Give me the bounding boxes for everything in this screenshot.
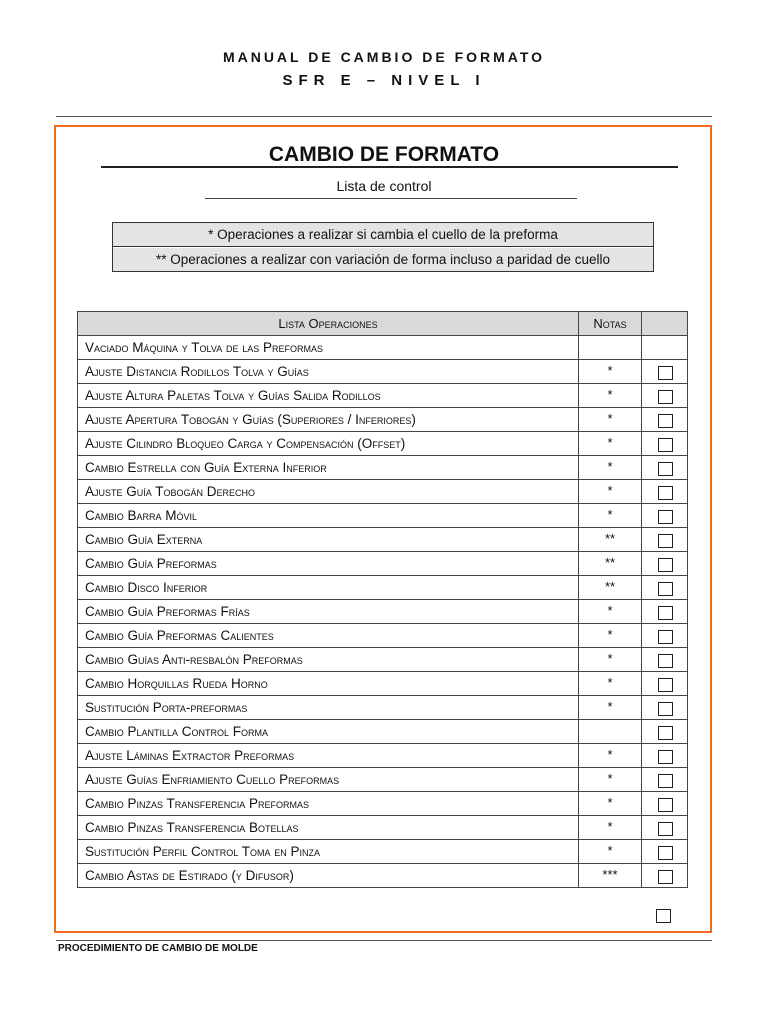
table-row	[78, 744, 688, 768]
operation-note: **	[579, 528, 642, 552]
operation-name: Ajuste Láminas Extractor Preformas	[78, 744, 579, 768]
check-cell	[642, 864, 688, 888]
extra-checkbox[interactable]	[656, 909, 671, 923]
operation-note: *	[579, 816, 642, 840]
column-header-operations: Lista Operaciones	[78, 312, 579, 336]
operation-note: *	[579, 408, 642, 432]
operation-name: Cambio Guía Preformas Calientes	[78, 624, 579, 648]
operation-note: *	[579, 792, 642, 816]
footer-divider	[56, 940, 712, 941]
operation-name: Cambio Barra Móvil	[78, 504, 579, 528]
table-header-row	[78, 312, 688, 336]
check-cell	[642, 816, 688, 840]
operation-checkbox[interactable]	[658, 558, 673, 572]
check-cell	[642, 480, 688, 504]
check-cell	[642, 792, 688, 816]
check-cell	[642, 720, 688, 744]
subtitle-underline	[205, 198, 577, 199]
operation-checkbox[interactable]	[658, 630, 673, 644]
table-row	[78, 360, 688, 384]
operation-note: **	[579, 576, 642, 600]
operation-checkbox[interactable]	[658, 366, 673, 380]
operation-checkbox[interactable]	[658, 846, 673, 860]
check-cell	[642, 768, 688, 792]
table-row	[78, 768, 688, 792]
operation-checkbox[interactable]	[658, 606, 673, 620]
operation-checkbox[interactable]	[658, 702, 673, 716]
operation-checkbox[interactable]	[658, 582, 673, 596]
operation-note: *	[579, 384, 642, 408]
operation-checkbox[interactable]	[658, 774, 673, 788]
check-cell	[642, 552, 688, 576]
table-row	[78, 384, 688, 408]
operation-note: *	[579, 504, 642, 528]
table-row	[78, 720, 688, 744]
check-cell	[642, 432, 688, 456]
table-row	[78, 840, 688, 864]
operation-name: Ajuste Guía Tobogán Derecho	[78, 480, 579, 504]
operation-checkbox[interactable]	[658, 726, 673, 740]
operation-note: *	[579, 624, 642, 648]
table-row	[78, 408, 688, 432]
operation-note: *	[579, 648, 642, 672]
operation-name: Ajuste Altura Paletas Tolva y Guías Salida Rodillos	[78, 384, 579, 408]
operation-checkbox[interactable]	[658, 510, 673, 524]
operation-name: Cambio Pinzas Transferencia Botellas	[78, 816, 579, 840]
operation-note	[579, 336, 642, 360]
page-subtitle: Lista de control	[336, 178, 432, 194]
operation-name: Ajuste Guías Enfriamiento Cuello Preformas	[78, 768, 579, 792]
legend-single-star: * Operaciones a realizar si cambia el cuello de la preforma	[113, 223, 653, 247]
page-title: CAMBIO DE FORMATO	[268, 143, 500, 166]
operation-checkbox[interactable]	[658, 750, 673, 764]
operation-name: Cambio Guías Anti-resbalón Preformas	[78, 648, 579, 672]
table-row	[78, 504, 688, 528]
table-row	[78, 552, 688, 576]
operation-checkbox[interactable]	[658, 678, 673, 692]
operation-name: Cambio Estrella con Guía Externa Inferior	[78, 456, 579, 480]
operation-name: Cambio Guía Externa	[78, 528, 579, 552]
operation-note: *	[579, 480, 642, 504]
operation-checkbox[interactable]	[658, 486, 673, 500]
operation-note: *	[579, 744, 642, 768]
operation-name: Ajuste Cilindro Bloqueo Carga y Compensación (Offset)	[78, 432, 579, 456]
title-underline	[101, 166, 678, 168]
check-cell	[642, 336, 688, 360]
operation-note	[579, 720, 642, 744]
footer-text: PROCEDIMIENTO DE CAMBIO DE MOLDE	[58, 943, 258, 954]
operation-note: *	[579, 768, 642, 792]
check-cell	[642, 504, 688, 528]
table-row	[78, 624, 688, 648]
table-row	[78, 696, 688, 720]
table-row	[78, 480, 688, 504]
operation-checkbox[interactable]	[658, 438, 673, 452]
table-row	[78, 576, 688, 600]
table-row	[78, 336, 688, 360]
check-cell	[642, 672, 688, 696]
operation-checkbox[interactable]	[658, 390, 673, 404]
operation-checkbox[interactable]	[658, 462, 673, 476]
table-row	[78, 816, 688, 840]
manual-subtitle: SFR E – NIVEL I	[282, 72, 486, 89]
operation-checkbox[interactable]	[658, 654, 673, 668]
check-cell	[642, 576, 688, 600]
operation-checkbox[interactable]	[658, 870, 673, 884]
operation-note: *	[579, 840, 642, 864]
operation-checkbox[interactable]	[658, 414, 673, 428]
operation-name: Sustitución Perfil Control Toma en Pinza	[78, 840, 579, 864]
table-row	[78, 672, 688, 696]
table-row	[78, 864, 688, 888]
check-cell	[642, 528, 688, 552]
operation-name: Ajuste Apertura Tobogán y Guías (Superiores / Inferiores)	[78, 408, 579, 432]
table-row	[78, 600, 688, 624]
table-row	[78, 528, 688, 552]
column-header-check	[642, 312, 688, 336]
operation-name: Cambio Guía Preformas	[78, 552, 579, 576]
operation-note: *	[579, 360, 642, 384]
operation-note: *	[579, 672, 642, 696]
check-cell	[642, 384, 688, 408]
manual-title: MANUAL DE CAMBIO DE FORMATO	[222, 49, 546, 65]
check-cell	[642, 648, 688, 672]
operation-name: Cambio Horquillas Rueda Horno	[78, 672, 579, 696]
operation-checkbox[interactable]	[658, 534, 673, 548]
check-cell	[642, 744, 688, 768]
operation-name: Ajuste Distancia Rodillos Tolva y Guías	[78, 360, 579, 384]
operation-name: Cambio Guía Preformas Frías	[78, 600, 579, 624]
check-cell	[642, 696, 688, 720]
operation-note: *	[579, 600, 642, 624]
operation-name: Cambio Plantilla Control Forma	[78, 720, 579, 744]
table-row	[78, 648, 688, 672]
check-cell	[642, 840, 688, 864]
check-cell	[642, 360, 688, 384]
legend-double-star: ** Operaciones a realizar con variación de forma incluso a paridad de cuello	[113, 247, 653, 271]
operation-note: *	[579, 432, 642, 456]
operation-name: Sustitución Porta-preformas	[78, 696, 579, 720]
operation-checkbox[interactable]	[658, 822, 673, 836]
table-row	[78, 792, 688, 816]
operation-name: Cambio Disco Inferior	[78, 576, 579, 600]
operation-name: Cambio Pinzas Transferencia Preformas	[78, 792, 579, 816]
check-cell	[642, 456, 688, 480]
operation-name: Vaciado Máquina y Tolva de las Preformas	[78, 336, 579, 360]
column-header-notes: Notas	[579, 312, 642, 336]
operations-table	[77, 311, 688, 888]
operation-checkbox[interactable]	[658, 798, 673, 812]
operation-note: **	[579, 552, 642, 576]
check-cell	[642, 408, 688, 432]
table-row	[78, 432, 688, 456]
check-cell	[642, 624, 688, 648]
table-row	[78, 456, 688, 480]
legend-box	[112, 222, 654, 272]
check-cell	[642, 600, 688, 624]
operation-name: Cambio Astas de Estirado (y Difusor)	[78, 864, 579, 888]
header-divider	[56, 116, 712, 117]
operation-note: ***	[579, 864, 642, 888]
operation-note: *	[579, 456, 642, 480]
operation-note: *	[579, 696, 642, 720]
